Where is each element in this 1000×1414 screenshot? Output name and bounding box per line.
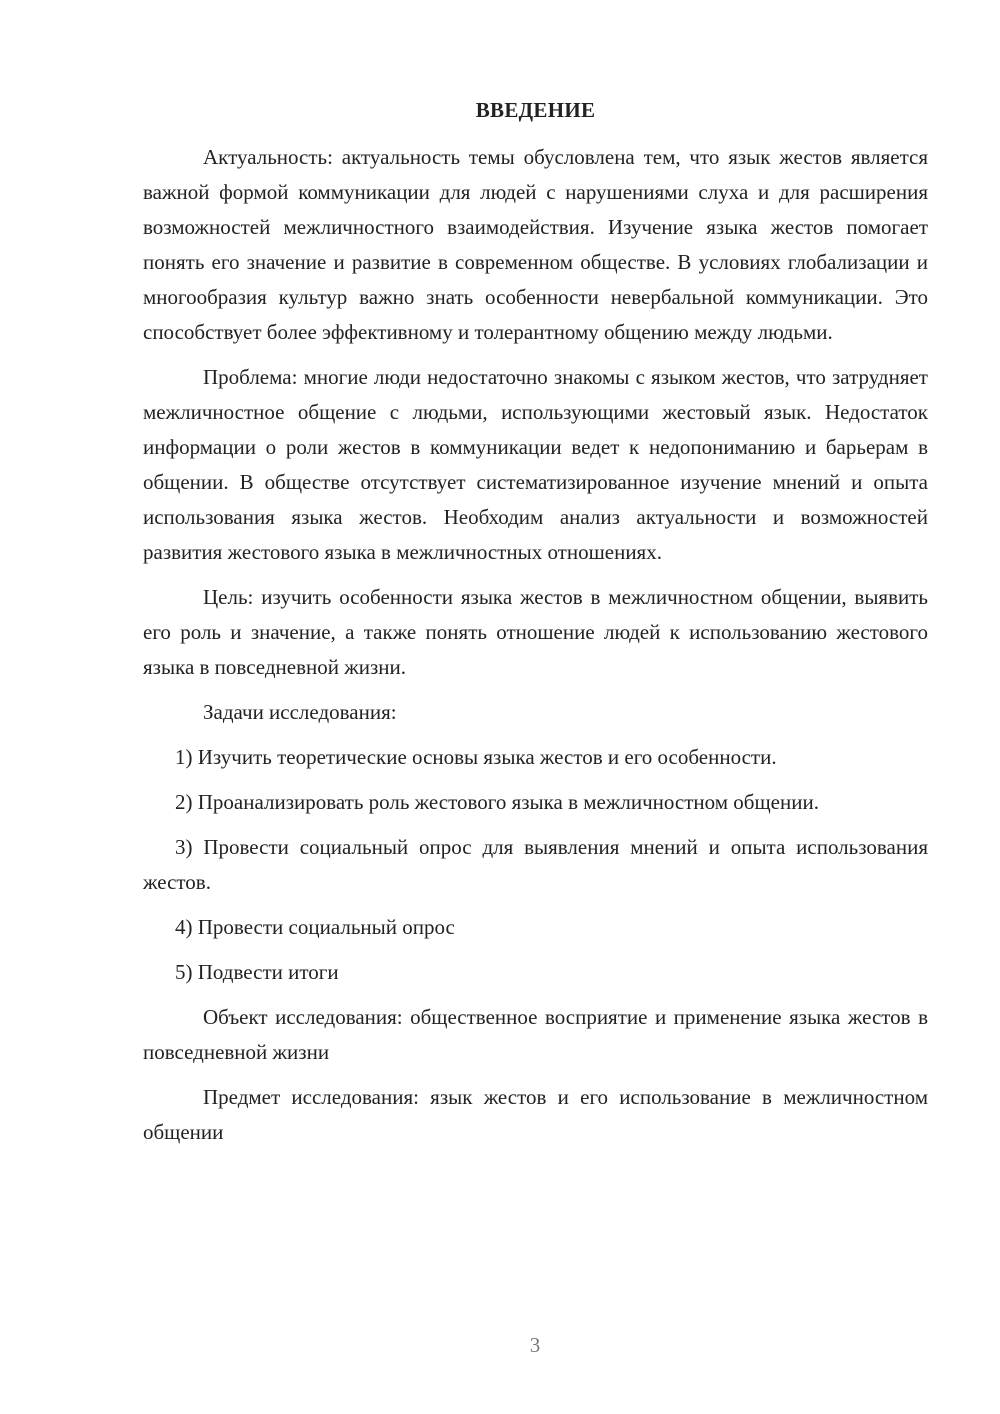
task-item-2: 2) Проанализировать роль жестового языка в межличностном общении. bbox=[175, 790, 819, 814]
task-item-5: 5) Подвести итоги bbox=[175, 960, 339, 984]
paragraph-problem: Проблема: многие люди недостаточно знакомы с языком жестов, что затрудняет межличностное общение с людьми, использующими жестовый язык. Недостаток информации о роли жестов в коммуникации ведет к недопониманию и барьерам в общении. В обществе отсутствует систематизированное изучение мнений и опыта использования языка жестов. Необходим анализ актуальности и возможностей развития жестового языка в межличностных отношениях. bbox=[143, 365, 928, 564]
paragraph-relevance: Актуальность: актуальность темы обусловлена тем, что язык жестов является важной формой коммуникации для людей с нарушениями слуха и для расширения возможностей межличностного взаимодействия. Изучение языка жестов помогает понять его значение и развитие в современном обществе. В условиях глобализации и многообразия культур важно знать особенности невербальной коммуникации. Это способствует более эффективному и толерантному общению между людьми. bbox=[143, 145, 928, 344]
paragraph-subject: Предмет исследования: язык жестов и его использование в межличностном общении bbox=[143, 1085, 928, 1144]
task-item-4: 4) Провести социальный опрос bbox=[175, 915, 455, 939]
task-item-1: 1) Изучить теоретические основы языка жестов и его особенности. bbox=[175, 745, 777, 769]
task-item-3: 3) Провести социальный опрос для выявления мнений и опыта использования жестов. bbox=[143, 835, 928, 894]
page-number: 3 bbox=[529, 1333, 541, 1357]
paragraph-goal: Цель: изучить особенности языка жестов в межличностном общении, выявить его роль и значение, а также понять отношение людей к использованию жестового языка в повседневной жизни. bbox=[143, 585, 928, 679]
page-title: ВВЕДЕНИЕ bbox=[475, 98, 596, 122]
paragraph-object: Объект исследования: общественное восприятие и применение языка жестов в повседневной жизни bbox=[143, 1005, 928, 1064]
document-page bbox=[143, 96, 928, 1160]
tasks-title: Задачи исследования: bbox=[203, 700, 397, 724]
